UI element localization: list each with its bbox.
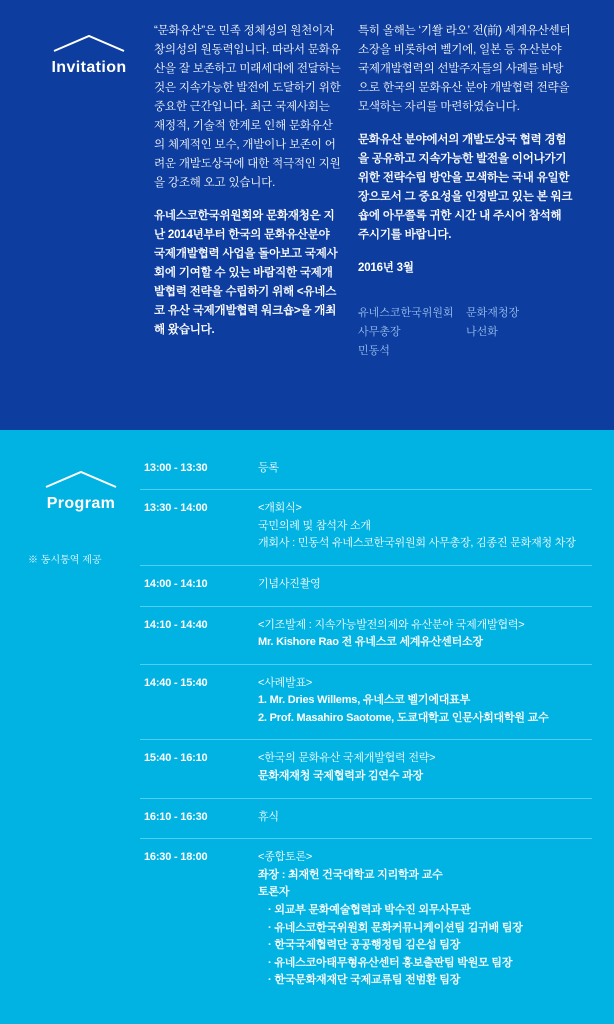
invitation-column-1 — [154, 22, 358, 361]
program-description-line: Mr. Kishore Rao 전 유네스코 세계유산센터소장 — [258, 636, 483, 649]
program-description-line: 기념사진촬영 — [258, 577, 321, 590]
signature-name: 민동석 — [358, 345, 390, 358]
signature-block — [358, 304, 574, 362]
signature-item — [358, 304, 466, 362]
program-title: Program — [46, 494, 116, 512]
table-row — [140, 798, 592, 839]
program-time: 13:30 - 14:00 — [140, 490, 248, 566]
program-description-line: 휴식 — [258, 810, 279, 823]
program-note: ※ 동시통역 제공 — [28, 554, 102, 566]
table-row — [140, 740, 592, 798]
signature-org: 유네스코한국위원회 — [358, 306, 454, 319]
program-description-line: 문화재재청 국제협력과 김연수 과장 — [258, 770, 423, 783]
invitation-column-2 — [358, 22, 590, 361]
program-section — [0, 430, 614, 1024]
program-time: 15:40 - 16:10 — [140, 740, 248, 798]
program-description-line: · 한국문화재재단 국제교류팀 전범환 팀장 — [268, 974, 461, 987]
program-description — [248, 490, 592, 566]
signature-title: 나선화 — [466, 325, 498, 338]
program-description-line: <한국의 문화유산 국제개발협력 전략> — [258, 752, 436, 765]
table-row — [140, 490, 592, 566]
program-time: 13:00 - 13:30 — [144, 461, 208, 474]
program-description-line: 2. Prof. Masahiro Saotome, 도쿄대학교 인문사회대학원 교수 — [258, 711, 549, 724]
program-description-line: 개회사 : 민동석 유네스코한국위원회 사무총장, 김종진 문화재청 차장 — [258, 537, 576, 550]
invitation-badge — [24, 34, 154, 77]
program-description-line: 1. Mr. Dries Willems, 유네스코 벨기에대표부 — [258, 694, 471, 707]
invitation-paragraph: “문화유산”은 민족 정체성의 원천이자 창의성의 원동력입니다. 따라서 문화유산을 잘 보존하고 미래세대에 전달하는 것은 지속가능한 발전에 도달하기 위한 중요한 근간입니다. 최근 국제사회는 재정적, 기술적 한계로 인해 문화유산의 체계적인 보수, 개발이나 보존이 어려운 개발도상국에 대한 적극적인 지원을 강조해 오고 있습니다. — [154, 25, 341, 189]
program-description-line: <개회식> — [258, 502, 302, 515]
invitation-title: Invitation — [51, 59, 127, 76]
program-badge — [22, 470, 140, 513]
signature-org: 문화재청장 — [466, 306, 520, 319]
program-time: 14:40 - 15:40 — [140, 664, 248, 740]
program-badge-area — [22, 456, 140, 1002]
table-row — [140, 839, 592, 1002]
invitation-date: 2016년 3월 — [358, 261, 414, 274]
program-description-line: · 유네스코아태무형유산센터 홍보출판팀 박원모 팀장 — [268, 956, 513, 969]
invitation-paragraph: 유네스코한국위원회와 문화재청은 지난 2014년부터 한국의 문화유산분야 국제개발협력 사업을 돌아보고 국제사회에 기여할 수 있는 바람직한 국제개발협력 전략을 수립하기 위해 <유네스코 유산 국제개발협력 워크숍>을 개최해 왔습니다. — [154, 209, 338, 336]
table-row — [140, 456, 592, 490]
program-time: 14:00 - 14:10 — [140, 565, 248, 606]
program-description-line: 등록 — [258, 461, 279, 474]
program-description — [248, 740, 592, 798]
program-description-line: · 한국국제협력단 공공행정팀 김은섭 팀장 — [268, 939, 461, 952]
roof-icon — [44, 470, 118, 488]
roof-icon — [52, 34, 126, 52]
invitation-section — [0, 0, 614, 430]
program-time: 14:10 - 14:40 — [140, 606, 248, 664]
program-description — [248, 664, 592, 740]
invitation-grid — [24, 22, 590, 361]
program-description-line: · 유네스코한국위원회 문화커뮤니케이션팀 김귀배 팀장 — [268, 921, 523, 934]
table-row — [140, 664, 592, 740]
invitation-paragraph: 문화유산 분야에서의 개발도상국 협력 경험을 공유하고 지속가능한 발전을 이어나가기 위한 전략수립 방안을 모색하는 국내 유일한 장으로서 그 중요성을 인정받고 있는 본 워크숍에 아무쯜록 귀한 시간 내 주시어 참석해 주시기를 바랍니다. — [358, 133, 573, 241]
program-description — [248, 839, 592, 1002]
invitation-badge-area — [24, 22, 154, 361]
program-description-line: <사례발표> — [258, 676, 313, 689]
program-description — [248, 798, 592, 839]
table-row — [140, 565, 592, 606]
signature-item — [466, 304, 574, 362]
program-time: 16:10 - 16:30 — [140, 798, 248, 839]
program-description — [248, 606, 592, 664]
program-description-line: <기조발제 : 지속가능발전의제와 유산분야 국제개발협력> — [258, 618, 525, 631]
program-time: 16:30 - 18:00 — [140, 839, 248, 1002]
program-description-line: · 외교부 문화예술협력과 박수진 외무사무관 — [268, 904, 471, 917]
program-description-line: 좌장 : 최재헌 건국대학교 지리학과 교수 — [258, 868, 443, 881]
signature-title: 사무총장 — [358, 325, 401, 338]
program-description-line: <종합토론> — [258, 851, 313, 864]
program-description — [248, 456, 592, 490]
invitation-paragraph: 특히 올해는 ‘기쏼 라오’ 전(前) 세계유산센터 소장을 비롯하여 벨기에, 일본 등 유산분야 국제개발협력의 선발주자들의 사례를 바탕으로 한국의 문화유산 분야 개발협력 전략을 모색하는 자리를 마련하였습니다. — [358, 25, 571, 113]
table-row — [140, 606, 592, 664]
program-description-line: 국민의례 및 참석자 소개 — [258, 519, 371, 532]
program-description — [248, 565, 592, 606]
program-description-line: 토론자 — [258, 886, 290, 899]
program-table — [140, 456, 592, 1002]
